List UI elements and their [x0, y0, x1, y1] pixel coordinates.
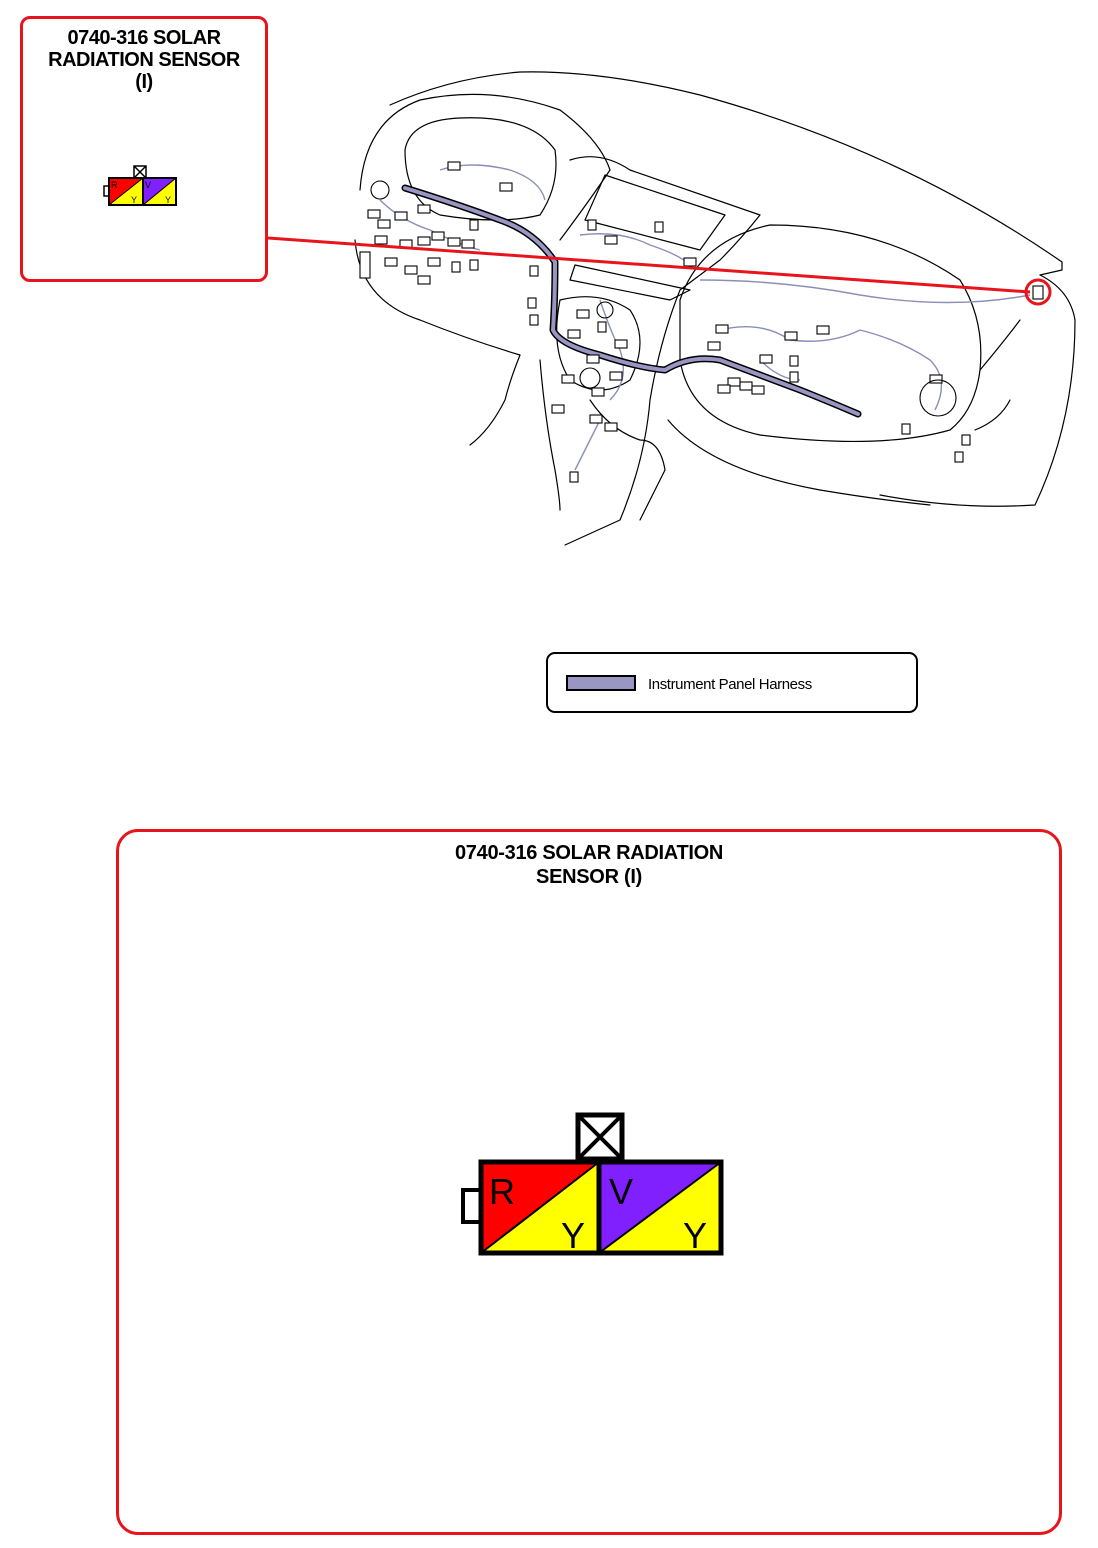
small-callout [20, 16, 268, 282]
harness-legend-label: Instrument Panel Harness [648, 676, 812, 693]
small-pin2-top: V [145, 180, 152, 190]
small-pin1-top: R [111, 180, 118, 190]
pin1-bottom-label: Y [561, 1215, 586, 1256]
small-pin1-bottom: Y [131, 195, 138, 205]
harness-legend-swatch [566, 675, 636, 691]
small-pin2-bottom: Y [165, 195, 172, 205]
pin2-top-label: V [609, 1171, 634, 1212]
pin1-top-label: R [489, 1171, 515, 1212]
large-callout [116, 829, 1062, 1535]
small-callout-title: 0740-316 SOLAR RADIATION SENSOR (I) [48, 27, 240, 93]
large-connector-icon [459, 1112, 739, 1262]
dash-top-outline [390, 72, 1062, 275]
small-connector-icon [103, 165, 183, 209]
pin2-bottom-label: Y [683, 1215, 708, 1256]
legend [546, 652, 918, 713]
large-callout-title: 0740-316 SOLAR RADIATION SENSOR (I) [454, 842, 724, 888]
leader-line [268, 238, 1030, 292]
